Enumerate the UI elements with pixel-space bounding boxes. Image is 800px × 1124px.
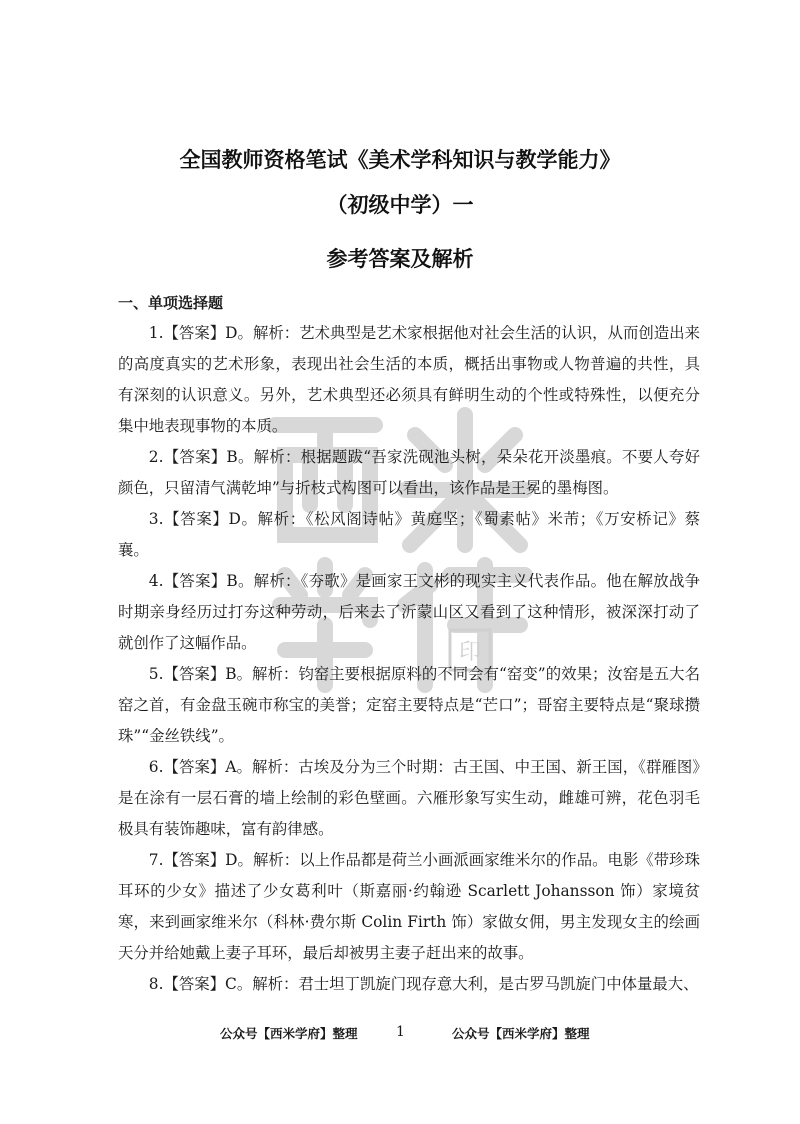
doc-subtitle: （初级中学）一 — [326, 193, 474, 217]
answer-item-4: 4.【答案】B。解析：《夯歌》是画家王文彬的现实主义代表作品。他在解放战争时期亲身经历过打夯这种劳动，后来去了沂蒙山区又看到了这种情形，被深深打动了就创作了这幅作品。 — [118, 572, 700, 652]
footer-left-text: 公众号【西米学府】整理 — [220, 1026, 358, 1041]
watermark-seal-char: 印 — [458, 640, 482, 665]
answer-item-3: 3.【答案】D。解析：《松风阁诗帖》黄庭坚；《蜀素帖》米芾；《万安桥记》蔡襄。 — [118, 510, 700, 559]
answer-item-5: 5.【答案】B。解析：钧窑主要根据原料的不同会有“窑变”的效果；汝窑是五大名窑之首，有金盘玉碗市称宝的美誉；定窑主要特点是“芒口”；哥窑主要特点是“聚球攒珠”“金丝铁线”。 — [118, 665, 700, 745]
page-number: 1 — [396, 1024, 405, 1040]
answer-item-6: 6.【答案】A。解析：古埃及分为三个时期：古王国、中王国、新王国，《群雁图》是在涂有一层石膏的墙上绘制的彩色壁画。六雁形象写实生动，雌雄可辨，花色羽毛极具有装饰趣味，富有韵律感。 — [118, 758, 700, 838]
answer-item-8: 8.【答案】C。解析：君士坦丁凯旋门现存意大利，是古罗马凯旋门中体量最大、 — [148, 975, 699, 993]
doc-title: 全国教师资格笔试《美术学科知识与教学能力》 — [179, 148, 621, 172]
answer-item-2: 2.【答案】B。解析：根据题跋“吾家洗砚池头树，朵朵花开淡墨痕。不要人夸好颜色，只留清气满乾坤”与折枝式构图可以看出，该作品是王冕的墨梅图。 — [118, 448, 700, 497]
answer-list — [118, 318, 700, 1000]
section-heading: 一、单项选择题 — [118, 294, 224, 312]
answer-item-1: 1.【答案】D。解析：艺术典型是艺术家根据他对社会生活的认识，从而创造出来的高度真实的艺术形象，表现出社会生活的本质，概括出事物或人物普遍的共性，具有深刻的认识意义。另外，艺术典型还必须具有鲜明生动的个性或特殊性，以便充分集中地表现事物的本质。 — [118, 324, 700, 435]
footer-right-text: 公众号【西米学府】整理 — [452, 1026, 590, 1041]
answer-item-7: 7.【答案】D。解析：以上作品都是荷兰小画派画家维米尔的作品。电影《带珍珠耳环的少女》描述了少女葛利叶（斯嘉丽·约翰逊 Scarlett Johansson 饰）家境贫寒，来到画家维米尔（科林·费尔斯 Colin Firth 饰）家做女佣，男主发现女主的绘画天分并给她戴上妻子耳环，最后却被男主妻子赶出来的故事。 — [118, 851, 700, 962]
doc-section-title: 参考答案及解析 — [326, 247, 474, 271]
